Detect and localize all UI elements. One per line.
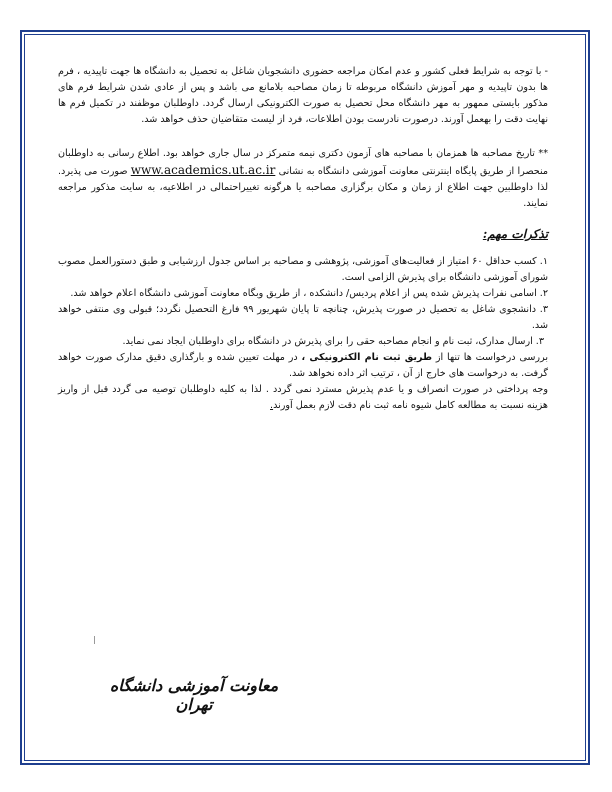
- important-notes-heading: تذکرات مهم:: [482, 227, 548, 241]
- electronic-registration-emphasis: طریق ثبت نام الکترونیکی ،: [301, 352, 433, 363]
- note-item-2: ۲. اسامی نفرات پذیرش شده پس از اعلام پردیس/ دانشکده ، از طریق وبگاه معاونت آموزشی دانشگاه اعلام خواهد شد.: [70, 288, 548, 299]
- refund-note: [58, 382, 548, 414]
- notice-p2-before: ** تاریخ مصاحبه ها همزمان با مصاحبه های آزمون دکتری نیمه متمرکز در سال جاری خواهد بود. اطلاع رسانی به داوطلبان منحصرا از طریق پایگاه اینترنتی معاونت آموزشی دانشگاه به نشانی: [58, 148, 548, 177]
- review-note-after: در مهلت تعیین شده و بارگذاری دقیق مدارک صورت خواهد گرفت. به درخواست های خارج از آن ، ترتیب اثر داده نخواهد شد.: [58, 352, 548, 379]
- important-notes-list: [58, 254, 548, 414]
- note-item-1: ۱. کسب حداقل ۶۰ امتیاز از فعالیت‌های آموزشی، پژوهشی و مصاحبه بر اساس جدول ارزشیابی و طبق دستورالعمل مصوب شورای آموزشی دانشگاه برای پذیرش الزامی است.: [58, 256, 548, 283]
- notice-p2-after: صورت می پذیرد. لذا داوطلبین جهت اطلاع از زمان و مکان برگزاری مصاحبه یا هرگونه تغییراحتمالی در اطلاعیه، به سایت مذکور مراجعه نمایند.: [58, 166, 548, 209]
- note-item-4: ۳. ارسال مدارک، ثبت نام و انجام مصاحبه حقی را برای پذیرش در دانشگاه برای داوطلبان ایجاد نمی نماید.: [122, 336, 544, 347]
- notice-paragraph-1: - با توجه به شرایط فعلی کشور و عدم امکان مراجعه حضوری دانشجویان شاغل به تحصیل به دانشگاه ها جهت تاپیدیه ، فرم ها بدون تاپیدیه و مهر آموزش دانشگاه مربوطه تا زمان مصاحبه بلامانع می باشد و پس از عادی شدن شرایط فرم های مذکور بایستی ممهور به مهر دانشگاه محل تحصیل به صورت الکترونیکی ارسال گردد. داوطلبان موظفند در تکمیل فرم ها نهایت دقت را بهعمل آورند. درصورت نادرست بودن اطلاعات، فرد از لیست متقاضیان حذف خواهد شد.: [58, 66, 548, 125]
- notice-paragraph-2: [58, 146, 548, 212]
- refund-note-main: وجه پرداختی در صورت انصراف و یا عدم پذیرش مسترد نمی گردد . لذا به کلیه داوطلبان توصیه می گردد قبل از واریز هزینه نسبت به مطالعه کامل شیوه نامه ثبت نام دقت لازم بعمل آورند: [58, 384, 548, 411]
- margin-mark: [94, 636, 95, 644]
- refund-note-end: .: [270, 400, 274, 411]
- note-item-3: ۳. دانشجوی شاغل به تحصیل در صورت پذیرش، چنانچه تا پایان شهریور ۹۹ فارغ التحصیل نگردد؛ قبولی وی منتفی خواهد شد.: [58, 304, 548, 331]
- signature-deputy-education: معاونت آموزشی دانشگاه تهران: [109, 676, 279, 714]
- review-note-before: بررسی درخواست ها تنها از: [435, 352, 548, 363]
- academics-website-link[interactable]: www.academics.ut.ac.ir: [130, 163, 276, 177]
- spacer: [58, 128, 548, 146]
- document-body: [58, 64, 548, 414]
- review-note: [58, 350, 548, 382]
